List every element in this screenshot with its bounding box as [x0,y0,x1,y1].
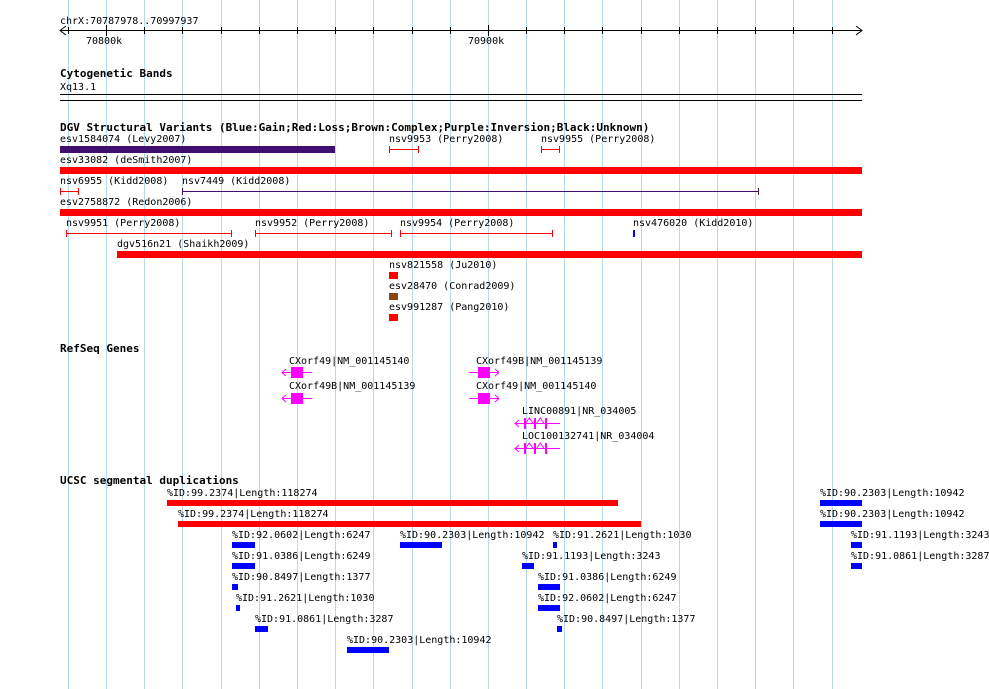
refseq-gene-label: CXorf49B|NM_001145139 [476,356,603,367]
refseq-exon [534,418,536,429]
segdup-label: %ID:91.0861|Length:3287 [255,614,394,625]
segdup-bar [236,605,240,611]
segdup-label: %ID:92.0602|Length:6247 [232,530,371,541]
segdup-label: %ID:90.2303|Length:10942 [400,530,545,541]
refseq-exon [478,393,483,404]
segdup-bar [232,542,255,548]
segdup-bar [851,542,862,548]
dgv-feature-label: nsv9952 (Perry2008) [255,218,370,229]
segdup-bar [400,542,442,548]
refseq-exon [296,367,303,378]
segdup-bar [851,563,862,569]
track-title-dgv: DGV Structural Variants (Blue:Gain;Red:Loss;Brown:Complex;Purple:Inversion;Black:Unknown) [60,121,650,134]
segdup-label: %ID:91.2621|Length:1030 [236,593,375,604]
track-title-refseq: RefSeq Genes [60,342,140,355]
refseq-exon [524,443,526,454]
dgv-feature-bar [60,167,862,174]
track-title-cytogenetic-bands: Cytogenetic Bands [60,67,173,80]
segdup-bar [347,647,389,653]
refseq-gene-label: CXorf49|NM_001145140 [289,356,410,367]
segdup-bar [538,605,560,611]
dgv-feature-bar [389,293,398,300]
dgv-feature-label: esv1584074 (Levy2007) [60,134,187,145]
refseq-intron [526,418,533,423]
segdup-bar [255,626,268,632]
segdup-label: %ID:91.2621|Length:1030 [553,530,692,541]
refseq-exon [545,443,547,454]
segdup-bar [232,584,238,590]
segdup-label: %ID:91.0861|Length:3287 [851,551,989,562]
dgv-feature-label: nsv7449 (Kidd2008) [182,176,291,187]
refseq-gene-label: LINC00891|NR_034005 [522,406,637,417]
refseq-exon [291,367,296,378]
dgv-feature-label: esv2758872 (Redon2006) [60,197,193,208]
dgv-feature-label: nsv9955 (Perry2008) [541,134,656,145]
segdup-bar [553,542,557,548]
segdup-label: %ID:91.1193|Length:3243 [851,530,989,541]
dgv-feature-label: nsv476020 (Kidd2010) [633,218,754,229]
ruler-location: chrX:70787978..70997937 [60,16,199,27]
refseq-intron [526,443,533,448]
segdup-bar [232,563,255,569]
segdup-label: %ID:99.2374|Length:118274 [167,488,318,499]
segdup-bar [178,521,641,527]
dgv-feature-label: nsv821558 (Ju2010) [389,260,498,271]
refseq-exon [534,443,536,454]
refseq-gene-label: CXorf49B|NM_001145139 [289,381,416,392]
dgv-feature-label: nsv9954 (Perry2008) [400,218,515,229]
ruler-tick-label-70900k: 70900k [468,36,505,47]
refseq-exon [478,367,483,378]
segdup-bar [557,626,562,632]
segdup-bar [522,563,534,569]
ruler-tick-label-70800k: 70800k [86,36,123,47]
segdup-label: %ID:90.2303|Length:10942 [820,509,965,520]
segdup-label: %ID:91.0386|Length:6249 [538,572,677,583]
dgv-feature-label: nsv9953 (Perry2008) [389,134,504,145]
dgv-feature-label: esv991287 (Pang2010) [389,302,510,313]
refseq-exon [296,393,303,404]
dgv-feature-label: esv33082 (deSmith2007) [60,155,193,166]
dgv-feature-label: esv28470 (Conrad2009) [389,281,516,292]
dgv-feature-bar [60,209,862,216]
refseq-gene-label: LOC100132741|NR_034004 [522,431,655,442]
segdup-label: %ID:91.1193|Length:3243 [522,551,661,562]
segdup-bar [820,500,862,506]
segdup-label: %ID:91.0386|Length:6249 [232,551,371,562]
segdup-bar [538,584,560,590]
refseq-exon [291,393,296,404]
cytoband-label: Xq13.1 [60,82,97,93]
segdup-label: %ID:90.8497|Length:1377 [232,572,371,583]
dgv-feature-label: dgv516n21 (Shaikh2009) [117,239,250,250]
segdup-label: %ID:90.2303|Length:10942 [347,635,492,646]
segdup-label: %ID:90.2303|Length:10942 [820,488,965,499]
segdup-label: %ID:99.2374|Length:118274 [178,509,329,520]
refseq-exon [545,418,547,429]
segdup-bar [820,521,862,527]
refseq-exon [524,418,526,429]
dgv-feature-bar [389,314,398,321]
segdup-bar [167,500,618,506]
dgv-feature-label: nsv9951 (Perry2008) [66,218,181,229]
refseq-exon [483,393,490,404]
dgv-feature-bar [60,146,335,153]
refseq-exon [483,367,490,378]
refseq-gene-label: CXorf49|NM_001145140 [476,381,597,392]
segdup-label: %ID:92.0602|Length:6247 [538,593,677,604]
track-title-segdup: UCSC segmental duplications [60,474,239,487]
dgv-feature-bar [117,251,862,258]
segdup-label: %ID:90.8497|Length:1377 [557,614,696,625]
refseq-intron [537,443,544,448]
dgv-feature-bar [389,272,398,279]
dgv-feature-label: nsv6955 (Kidd2008) [60,176,169,187]
refseq-intron [537,418,544,423]
